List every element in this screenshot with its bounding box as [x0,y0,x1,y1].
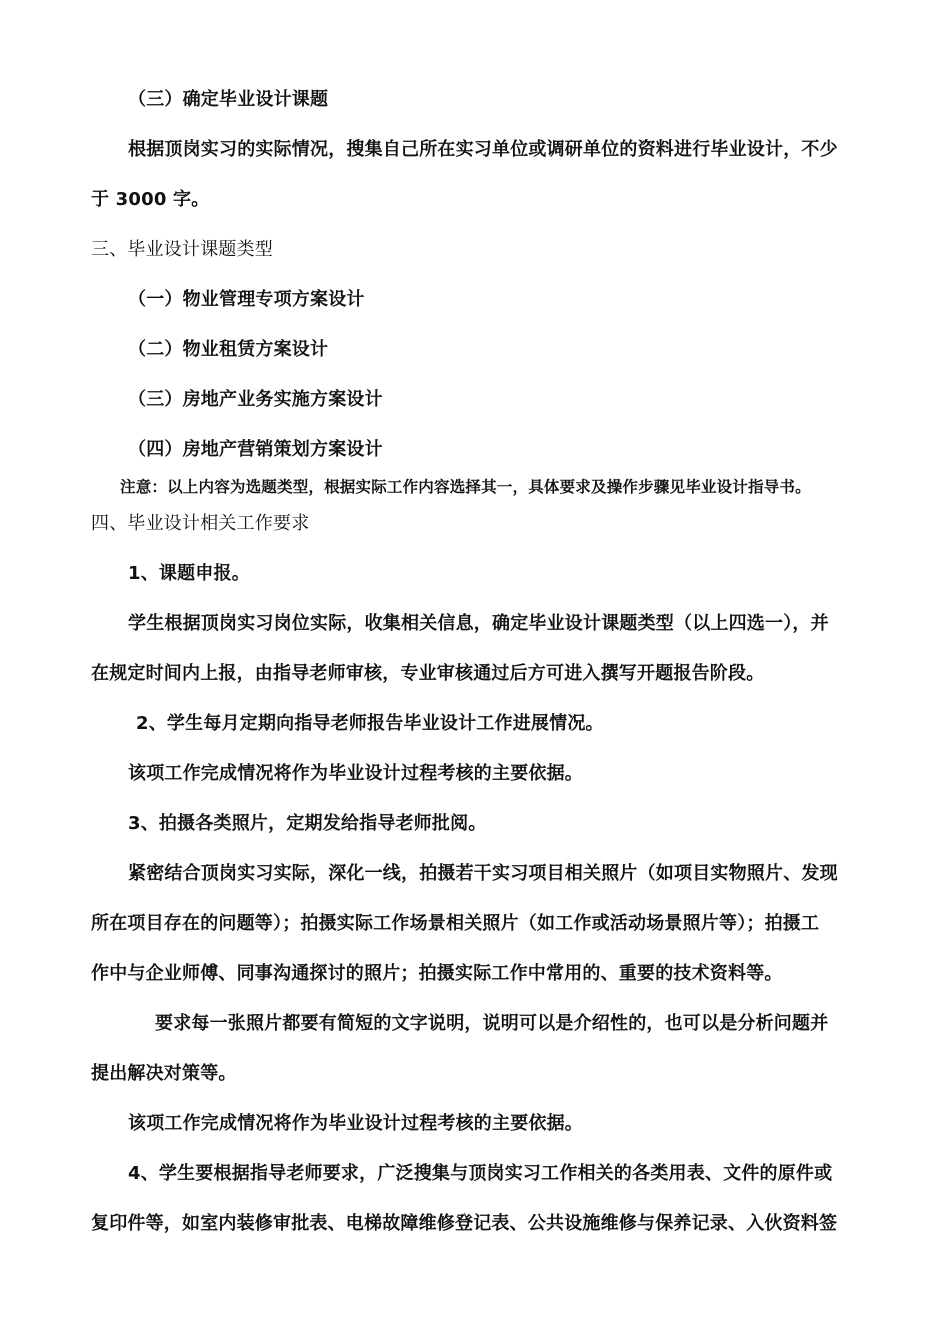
requirement-heading: 3、拍摄各类照片，定期发给指导老师批阅。 [128,813,487,834]
section-heading-topic-types: 三、毕业设计课题类型 [91,239,273,260]
paragraph-line: 作中与企业师傅、同事沟通探讨的照片；拍摄实际工作中常用的、重要的技术资料等。 [91,963,783,984]
paragraph-line: 该项工作完成情况将作为毕业设计过程考核的主要依据。 [128,1113,583,1134]
topic-type-item: （三）房地产业务实施方案设计 [128,389,383,410]
requirement-heading: 2、学生每月定期向指导老师报告毕业设计工作进展情况。 [136,713,604,734]
paragraph-line: 学生根据顶岗实习岗位实际，收集相关信息，确定毕业设计课题类型（以上四选一），并 [128,613,829,634]
paragraph-line: 在规定时间内上报，由指导老师审核，专业审核通过后方可进入撰写开题报告阶段。 [91,663,765,684]
section-heading-work-requirements: 四、毕业设计相关工作要求 [91,513,310,534]
paragraph-line: 要求每一张照片都要有简短的文字说明，说明可以是介绍性的，也可以是分析问题并 [155,1013,829,1034]
paragraph-line: 根据顶岗实习的实际情况，搜集自己所在实习单位或调研单位的资料进行毕业设计，不少 [128,139,838,160]
paragraph-line: 复印件等，如室内装修审批表、电梯故障维修登记表、公共设施维修与保养记录、入伙资料签 [91,1213,838,1234]
note-text: 注意：以上内容为选题类型，根据实际工作内容选择其一，具体要求及操作步骤见毕业设计指导书。 [120,478,811,496]
topic-type-item: （二）物业租赁方案设计 [128,339,329,360]
paragraph-line: 提出解决对策等。 [91,1063,237,1084]
requirement-heading: 4、学生要根据指导老师要求，广泛搜集与顶岗实习工作相关的各类用表、文件的原件或 [128,1163,833,1184]
requirement-heading: 1、课题申报。 [128,563,250,584]
subheading-confirm-topic: （三）确定毕业设计课题 [128,89,329,110]
paragraph-line: 该项工作完成情况将作为毕业设计过程考核的主要依据。 [128,763,583,784]
topic-type-item: （一）物业管理专项方案设计 [128,289,365,310]
paragraph-line: 所在项目存在的问题等）；拍摄实际工作场景相关照片（如工作或活动场景照片等）；拍摄工 [91,913,820,934]
topic-type-item: （四）房地产营销策划方案设计 [128,439,383,460]
paragraph-line: 于 3000 字。 [91,189,210,210]
paragraph-line: 紧密结合顶岗实习实际，深化一线，拍摄若干实习项目相关照片（如项目实物照片、发现 [128,863,838,884]
